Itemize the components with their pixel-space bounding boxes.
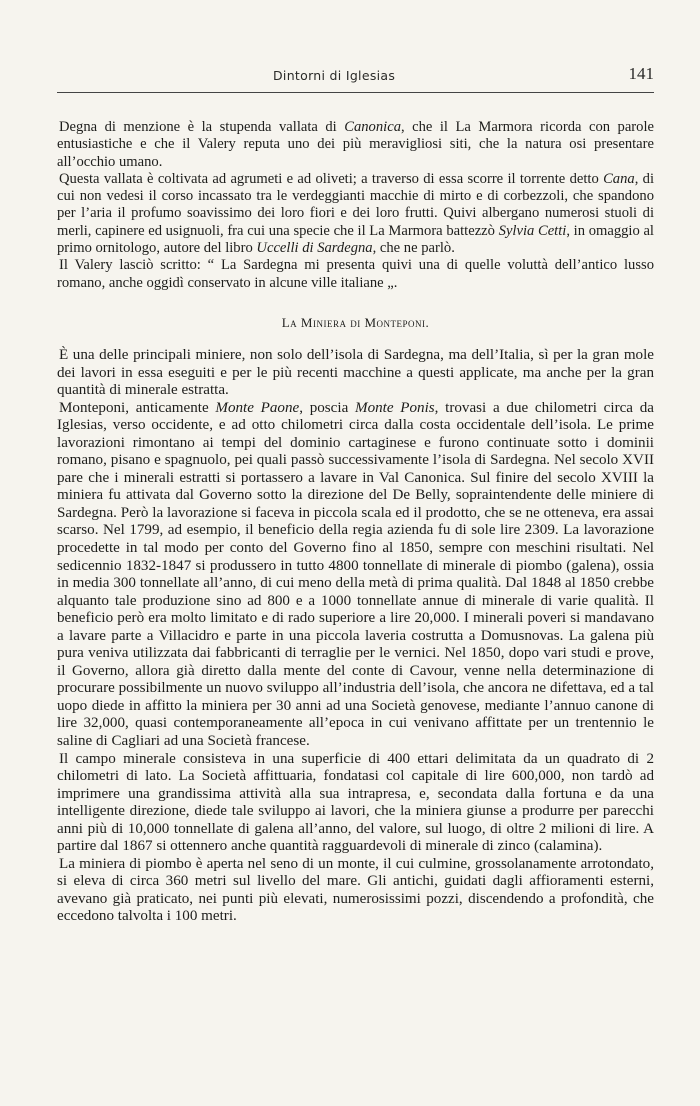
italic-text: Canonica [344, 119, 401, 135]
section-monteponi [57, 315, 654, 926]
italic-text: Uccelli di Sardegna [256, 240, 373, 257]
section-canonica [57, 119, 654, 292]
text-run: , trovasi a due chilometri circa da Iglesias, verso occidente, e ad otto chilometri circa dalla costa occidentale dell’isola. Le prime lavorazioni rimontano ai tempi del dominio cartaginese e furono continuate sotto i dominii romano, pisano e spagnuolo, pei quali passò successivamente l’isola di Sardegna. Nel secolo XVII pare che i minerali estratti si portassero a lavare in Val Canonica. Sul finire del secolo XVIII la miniera fu attivata dal Governo sotto la direzione del De Belly, sopraintendente delle miniere di Sardegna. Però la lavorazione si faceva in piccola scala ed il prodotto, che se ne otteneva, era assai scarso. Nel 1799, ad esempio, il beneficio della regia azienda fu di sole lire 2309. La lavorazione procedette in tal modo per conto del Governo fino al 1850, sempre con meschini risultati. Nel sedicennio 1832-1847 si produssero in tutto 4800 tonnellate di minerale di piombo (galena), ossia in media 300 tonnellate all’anno, di cui meno della metà di prima qualità. Dal 1848 al 1850 crebbe alquanto tale produzione sino ad 800 e a 1000 tonnellate annue di minerale di varie qualità. Il beneficio però era molto limitato e di rado superiore a lire 20,000. I minerali poveri si mandavano a lavare parte a Villacidro e parte in una piccola laveria costrutta a Domusnovas. La galena più pura veniva utilizzata dai fabbricanti di terraglie per le vernici. Nel 1850, dopo vari studi e prove, il Governo, allora già diretto dalla mente del conte di Cavour, venne nella determinazione di procurare possibilmente un nuovo sviluppo all’industria dell’isola, che ancora ne difettava, ed a tal uopo diede in affitto la miniera per 30 anni ad una Società genovese, mediante l’annuo canone di lire 32,000, quasi contemporaneamente all’epoca in cui venivano affittate per un trentennio le saline di Cagliari ad una Società francese. [57, 399, 654, 749]
paragraph [57, 257, 654, 292]
text-run: , poscia [299, 399, 355, 416]
paragraph [57, 400, 654, 751]
text-run: È una delle principali miniere, non solo dell’isola di Sardegna, ma dell’Italia, sì per la gran mole dei lavori in essa eseguiti e per le più recenti macchine a questi applicate, ma anche per la gran quantità di minerale estratta. [57, 346, 654, 399]
running-title: Dintorni di Iglesias [273, 68, 396, 83]
page-number: 141 [628, 64, 654, 83]
running-head [57, 0, 654, 95]
paragraph [57, 171, 654, 257]
header-rule [57, 92, 654, 93]
body-text [57, 119, 654, 926]
text-run: , di cui non vedesi il corso incassato tra le verdeggianti macchie di mirto e di corbezzoli, che spandono per l’aria il profumo soavissimo dei loro fiori e dei loro frutti. Quivi albergano numerosi stuoli di merli, capinere ed usignuoli, fra cui una specie che il La Marmora battezzò [57, 170, 654, 239]
text-run: Monteponi, anticamente [59, 399, 216, 416]
paragraph [57, 751, 654, 856]
italic-text: Monte Paone [215, 399, 300, 416]
text-run: , in omaggio al primo ornitologo, autore del libro [57, 222, 654, 257]
text-run: , che ne parlò. [372, 240, 455, 257]
paragraph [57, 347, 654, 400]
italic-text: Sylvia Cetti [498, 222, 567, 239]
paragraph [57, 856, 654, 926]
italic-text: Monte Ponis [355, 399, 435, 416]
section-heading: La Miniera di Monteponi. [281, 314, 430, 330]
text-run: Il campo minerale consisteva in una superficie di 400 ettari delimitata da un quadrato di 2 chilometri di lato. La Società affittuaria, fondatasi col capitale di lire 600,000, non tardò ad imprimere una grandissima attività alla sua intrapresa, e, secondata dalla fortuna e da una intelligente direzione, diede tale sviluppo ai lavori, che la miniera giunse a produrre per parecchi anni più di 10,000 tonnellate di galena all’anno, del valore, sul luogo, di oltre 2 milioni di lire. A partire dal 1867 si ottennero anche quantità ragguardevoli di minerale di zinco (calamina). [57, 750, 654, 855]
book-page [57, 0, 654, 926]
text-run: Degna di menzione è la stupenda vallata di [59, 119, 345, 135]
text-run: Questa vallata è coltivata ad agrumeti e ad oliveti; a traverso di essa scorre il torrente detto [59, 170, 604, 187]
text-run: , che il La Marmora ricorda con parole entusiastiche e che il Valery reputa uno dei più meravigliosi siti, che la natura osi presentare all’occhio umano. [57, 119, 654, 170]
italic-text: Cana [603, 170, 635, 187]
paragraph [57, 119, 654, 171]
text-run: La miniera di piombo è aperta nel seno di un monte, il cui culmine, grossolanamente arrotondato, si eleva di circa 360 metri sul livello del mare. Gli antichi, guidati dagli affioramenti esterni, avevano già praticato, nei punti più elevati, numerosissimi pozzi, discendendo a profondità, che eccedono talvolta i 100 metri. [57, 855, 654, 925]
text-run: Il Valery lasciò scritto: “ La Sardegna mi presenta quivi una di quelle voluttà dell’antico lusso romano, anche oggidì conservato in alcune ville italiane „. [57, 257, 654, 291]
